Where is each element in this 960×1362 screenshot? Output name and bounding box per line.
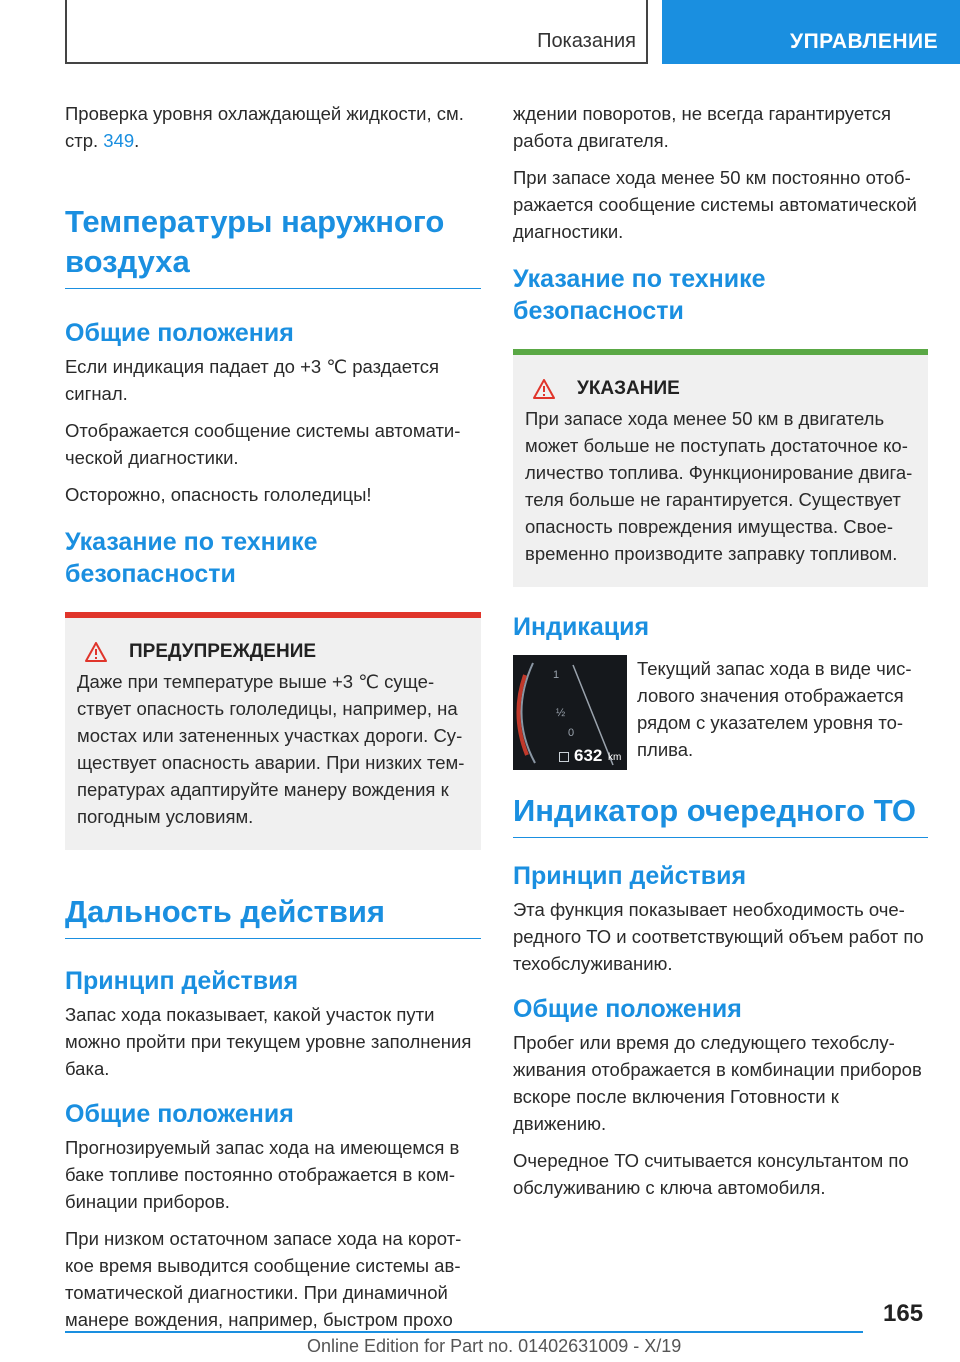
footer-edition: Online Edition for Part no. 01402631009 - X/19 bbox=[307, 1336, 682, 1356]
gauge-range-value: 632 bbox=[574, 746, 603, 765]
gauge-range-unit: km bbox=[608, 752, 622, 763]
warning-triangle-icon bbox=[85, 642, 107, 662]
heading-general-temp: Общие положения bbox=[65, 319, 294, 347]
notice-title-row bbox=[525, 377, 916, 401]
temp-paragraph-3: Осторожно, опасность гололедицы! bbox=[65, 484, 372, 505]
intro-end: . bbox=[134, 130, 140, 151]
header-chapter-tab bbox=[662, 0, 960, 64]
fuel-pump-icon bbox=[559, 752, 569, 762]
range-paragraph-3: При низком остаточном запасе хода на короткое время выводится сообщение системы автоматической диагностики. При динамичной манере вождения, например, быстром прохо bbox=[65, 1228, 462, 1330]
temp-paragraph-1: Если индикация падает до +3 ℃ раздается сигнал. bbox=[65, 356, 439, 404]
heading-service-indicator: Индикатор очередного ТО bbox=[513, 791, 928, 838]
service-paragraph-3: Очередное ТО считывается консультантом по обслуживанию с ключа автомобиля. bbox=[513, 1150, 909, 1198]
intro-text: Проверка уровня охлаждающей жидкости, см. стр. bbox=[65, 103, 464, 151]
gauge-tick-1: 1 bbox=[553, 669, 560, 681]
warning-title-row bbox=[77, 640, 469, 664]
page-number: 165 bbox=[883, 1300, 924, 1327]
header-section-tab bbox=[65, 0, 648, 64]
service-paragraph-2: Пробег или время до следующего техобслуживания отображается в комбинации приборов вскоре после включения Готовности к движению. bbox=[513, 1032, 922, 1134]
heading-general-service: Общие положения bbox=[513, 995, 742, 1023]
display-text-block bbox=[637, 655, 928, 773]
range-50km-paragraph: При запасе хода менее 50 км постоянно отображается сообщение системы автоматической диагностики. bbox=[513, 167, 917, 242]
temp-paragraph-2: Отображается сообщение системы автоматической диагностики. bbox=[65, 420, 461, 468]
display-paragraph: Текущий запас хода в виде числового значения отображается рядом с указателем уровня топлива. bbox=[637, 658, 912, 760]
range-paragraph-1: Запас хода показывает, какой участок пути можно пройти при текущем уровне заполнения бака. bbox=[65, 1004, 472, 1079]
notice-title: УКАЗАНИЕ bbox=[577, 378, 680, 399]
notice-box bbox=[513, 349, 928, 587]
footer-divider bbox=[65, 1331, 863, 1333]
heading-principle-service: Принцип действия bbox=[513, 862, 747, 890]
heading-outside-temperature: Температуры наружного воздуха bbox=[65, 202, 481, 289]
gauge-tick-0: 0 bbox=[568, 727, 575, 739]
warning-text: Даже при температуре выше +3 ℃ существует опасность гололедицы, например, на мостах или затененных участках дороги. Существует опасность аварии. При низких температурах адаптируйте манеру вождения к погодным условиям. bbox=[77, 671, 465, 827]
heading-general-range: Общие положения bbox=[65, 1100, 294, 1128]
heading-safety-range: Указание по технике безопасности bbox=[513, 265, 766, 325]
heading-safety-temp: Указание по технике безопасности bbox=[65, 528, 318, 588]
notice-triangle-icon bbox=[533, 379, 555, 399]
heading-display: Индикация bbox=[513, 613, 650, 641]
header-chapter-label: УПРАВЛЕНИЕ bbox=[790, 30, 939, 53]
service-paragraph-1: Эта функция показывает необходимость очередного ТО и соответствующий объем работ по техобслуживанию. bbox=[513, 899, 924, 974]
display-row bbox=[513, 655, 928, 785]
range-paragraph-2: Прогнозируемый запас хода на имеющемся в баке топливе постоянно отображается в комбинации приборов. bbox=[65, 1137, 460, 1212]
heading-range: Дальность действия bbox=[65, 892, 481, 939]
warning-title: ПРЕДУПРЕЖДЕНИЕ bbox=[129, 641, 317, 662]
heading-principle-range: Принцип действия bbox=[65, 967, 299, 995]
warning-box bbox=[65, 612, 481, 850]
notice-text: При запасе хода менее 50 км в двигатель может больше не поступать достаточное количество топлива. Функционирование двигателя больше не гарантируется. Существует опасность повреждения имущества. Своевременно производите заправку топливом. bbox=[525, 408, 913, 564]
page-link-349[interactable]: 349 bbox=[103, 130, 135, 151]
left-column bbox=[65, 100, 481, 1343]
header-section-label: Показания bbox=[537, 30, 636, 52]
fuel-gauge-image bbox=[513, 655, 627, 770]
right-column bbox=[513, 100, 928, 1211]
range-continued-paragraph: ждении поворотов, не всегда гарантируется работа двигателя. bbox=[513, 103, 892, 151]
gauge-tick-half: ½ bbox=[556, 707, 566, 719]
intro-paragraph bbox=[65, 100, 481, 154]
